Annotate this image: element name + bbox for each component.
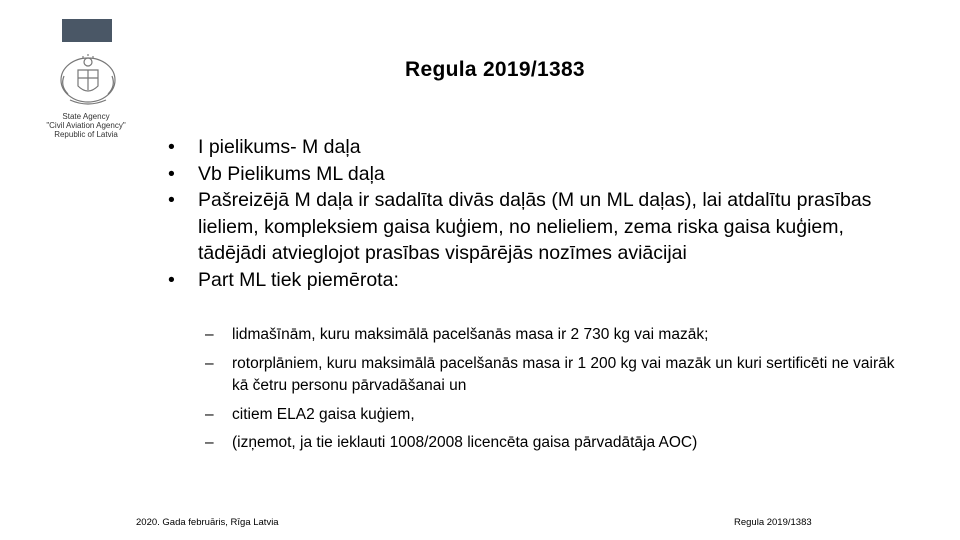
bullet-text: Part ML tiek piemērota: [198,268,399,291]
sub-bullet-text: rotorplāniem, kuru maksimālā pacelšanās masa ir 1 200 kg vai mazāk un kuri sertificēti ne vairāk kā četru personu pārvadāšanai un [232,355,895,394]
dash-icon: – [205,355,214,372]
bullet-item [168,161,888,188]
logo-bar [62,19,112,42]
bullet-text: I pielikums- M daļa [198,136,361,158]
agency-line: Republic of Latvia [54,130,118,139]
sub-bullet-text: lidmašīnām, kuru maksimālā pacelšanās masa ir 2 730 kg vai mazāk; [232,326,709,343]
bullet-item [168,187,888,267]
sub-bullet-item [205,353,895,397]
sub-bullet-list [205,323,895,455]
coat-of-arms-icon [56,52,120,110]
bullet-item [168,267,888,294]
bullet-item [168,134,888,161]
agency-line: "Civil Aviation Agency" [46,121,126,130]
slide-title: Regula 2019/1383 [405,58,585,81]
sub-bullet-item [205,431,895,455]
agency-name [36,112,136,139]
bullet-text: Pašreizējā M daļa ir sadalīta divās daļās (M un ML daļas), lai atdalītu prasības lieliem, kompleksiem gaisa kuģiem, no nelieliem, zema riska gaisa kuģiem, tādējādi atvieglojot prasības vispārējās nozīmes aviācijai [198,189,872,264]
sub-bullet-item [205,403,895,427]
bullet-text: Vb Pielikums ML daļa [198,162,385,185]
sub-bullet-item [205,323,895,347]
bullet-icon: • [168,268,175,291]
bullet-icon: • [168,136,175,158]
footer-reference: Regula 2019/1383 [734,517,812,528]
sub-bullet-text: citiem ELA2 gaisa kuģiem, [232,406,415,423]
footer-date: 2020. Gada februāris, Rīga Latvia [136,517,279,528]
sub-bullet-text: (izņemot, ja tie ieklauti 1008/2008 licencēta gaisa pārvadātāja AOC) [232,434,698,451]
dash-icon: – [205,434,214,451]
bullet-icon: • [168,189,175,211]
dash-icon: – [205,326,214,343]
bullet-icon: • [168,162,175,185]
agency-line: State Agency [62,112,110,121]
dash-icon: – [205,406,214,423]
bullet-list [168,134,888,293]
